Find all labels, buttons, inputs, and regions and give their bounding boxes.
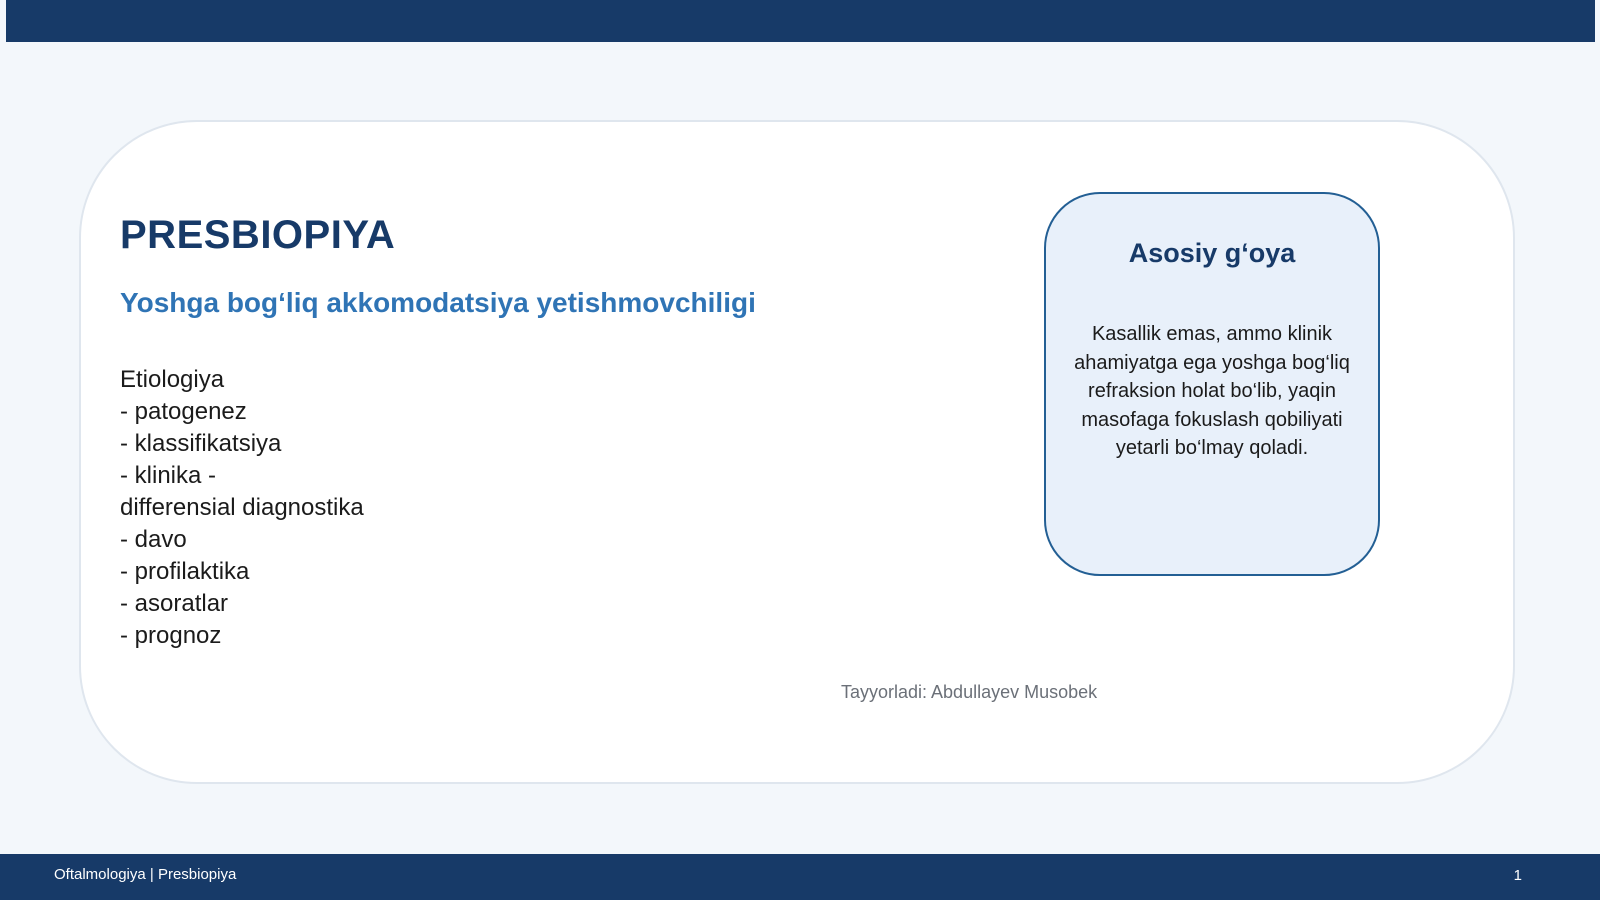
outline-item: - prognoz [120,622,222,649]
slide-title: PRESBIOPIYA [120,213,396,257]
key-idea-text: Kasallik emas, ammo klinik ahamiyatga ega yoshga bog‘liq refraksion holat bo‘lib, yaqin masofaga fokuslash qobiliyati yetarli bo‘lmay qoladi. [1074,323,1350,459]
outline-item: - profilaktika [120,558,250,585]
footer-bar [0,854,1600,900]
topic-outline-list [120,364,364,652]
outline-item: - patogenez [120,398,247,425]
author-credit: Tayyorladi: Abdullayev Musobek [841,682,1098,702]
key-idea-box [1044,192,1380,576]
outline-item: differensial diagnostika [120,494,364,521]
top-header-bar [6,0,1595,42]
outline-item: - klassifikatsiya [120,430,282,457]
page-number: 1 [1513,867,1522,884]
key-idea-title: Asosiy g‘oya [1128,238,1296,268]
outline-item: - davo [120,526,187,553]
footer-course-title: Oftalmologiya | Presbiopiya [54,866,237,883]
outline-item: Etiologiya [120,366,225,393]
outline-item: - klinika - [120,462,217,489]
outline-item: - asoratlar [120,590,229,617]
slide-subtitle: Yoshga bog‘liq akkomodatsiya yetishmovchiligi [120,287,756,318]
